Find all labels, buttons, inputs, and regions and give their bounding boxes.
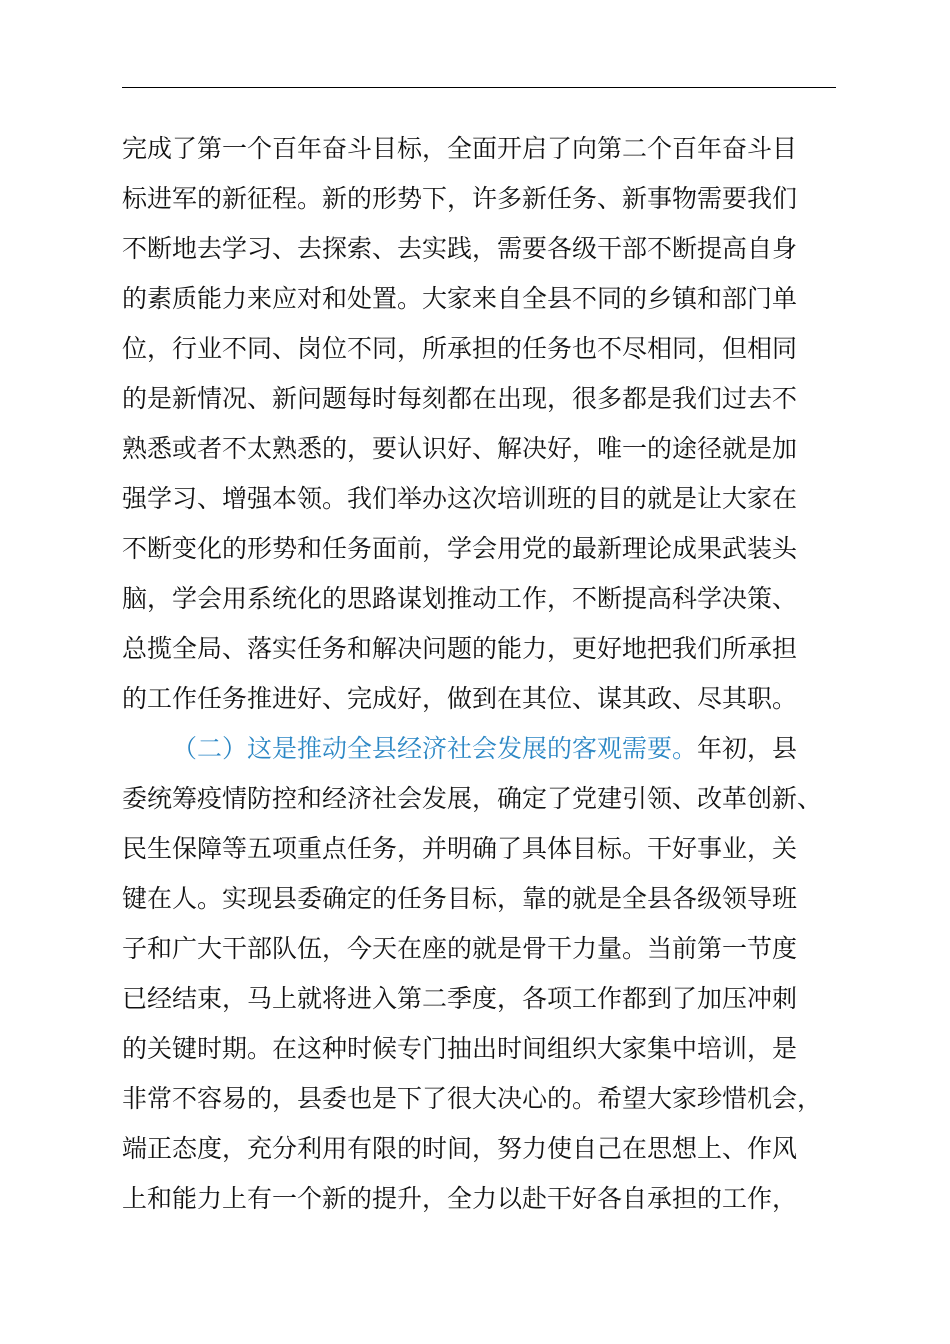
text-line: 脑，学会用系统化的思路谋划推动工作，不断提高科学决策、: [122, 584, 798, 613]
text-line: 子和广大干部队伍，今天在座的就是骨干力量。当前第一节度: [122, 934, 798, 963]
text-line: 的工作任务推进好、完成好，做到在其位、谋其政、尽其职。: [122, 684, 798, 713]
text-line: 完成了第一个百年奋斗目标，全面开启了向第二个百年奋斗目: [122, 134, 798, 163]
text-line: 不断变化的形势和任务面前，学会用党的最新理论成果武装头: [122, 534, 798, 563]
text-line: 不断地去学习、去探索、去实践，需要各级干部不断提高自身: [122, 234, 798, 263]
text-line: 已经结束，马上就将进入第二季度，各项工作都到了加压冲刺: [122, 984, 798, 1013]
text-line: 标进军的新征程。新的形势下，许多新任务、新事物需要我们: [122, 184, 798, 213]
text-line: 的关键时期。在这种时候专门抽出时间组织大家集中培训，是: [122, 1034, 798, 1063]
text-line: 强学习、增强本领。我们举办这次培训班的目的就是让大家在: [122, 484, 798, 513]
text-line: 上和能力上有一个新的提升，全力以赴干好各自承担的工作，: [122, 1184, 798, 1213]
section-heading-line: [172, 724, 862, 774]
text-line: 位，行业不同、岗位不同，所承担的任务也不尽相同，但相同: [122, 334, 798, 363]
text-line: 键在人。实现县委确定的任务目标，靠的就是全县各级领导班: [122, 884, 798, 913]
text-line: 的素质能力来应对和处置。大家来自全县不同的乡镇和部门单: [122, 284, 798, 313]
text-line: 端正态度，充分利用有限的时间，努力使自己在思想上、作风: [122, 1134, 798, 1163]
section-heading-continuation: 年初，县: [697, 734, 798, 763]
text-line: 委统筹疫情防控和经济社会发展，确定了党建引领、改革创新、: [122, 784, 823, 813]
text-line: 熟悉或者不太熟悉的，要认识好、解决好，唯一的途径就是加: [122, 434, 798, 463]
header-rule: [122, 87, 836, 88]
section-heading: （二）这是推动全县经济社会发展的客观需要。: [172, 734, 698, 763]
text-line: 民生保障等五项重点任务，并明确了具体目标。干好事业，关: [122, 834, 798, 863]
text-line: 总揽全局、落实任务和解决问题的能力，更好地把我们所承担: [122, 634, 798, 663]
text-line: 的是新情况、新问题每时每刻都在出现，很多都是我们过去不: [122, 384, 798, 413]
text-line: 非常不容易的，县委也是下了很大决心的。希望大家珍惜机会，: [122, 1084, 823, 1113]
